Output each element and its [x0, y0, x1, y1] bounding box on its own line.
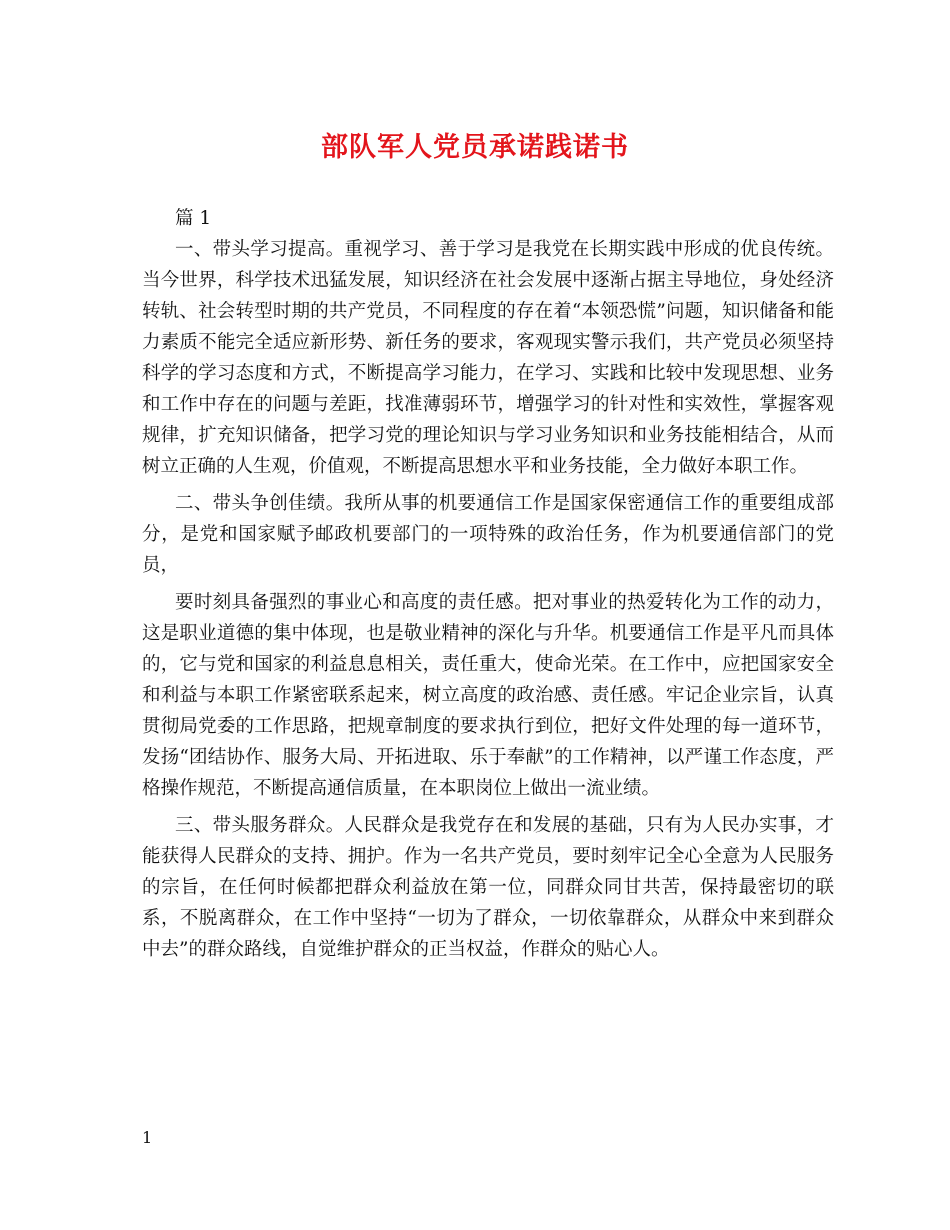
- paragraph-responsibility: 要时刻具备强烈的事业心和高度的责任感。把对事业的热爱转化为工作的动力，这是职业道德的集中体现，也是敬业精神的深化与升华。机要通信工作是平凡而具体的，它与党和国家的利益息息相关，责任重大，使命光荣。在工作中，应把国家安全和利益与本职工作紧密联系起来，树立高度的政治感、责任感。牢记企业宗旨，认真贯彻局党委的工作思路，把规章制度的要求执行到位，把好文件处理的每一道环节，发扬“团结协作、服务大局、开拓进取、乐于奉献”的工作精神，以严谨工作态度，严格操作规范，不断提高通信质量，在本职岗位上做出一流业绩。: [142, 592, 834, 799]
- paragraph-study: 一、带头学习提高。重视学习、善于学习是我党在长期实践中形成的优良传统。当今世界，科学技术迅猛发展，知识经济在社会发展中逐渐占据主导地位，身处经济转轨、社会转型时期的共产党员，不同程度的存在着“本领恐慌”问题，知识储备和能力素质不能完全适应新形势、新任务的要求，客观现实警示我们，共产党员必须坚持科学的学习态度和方式，不断提高学习能力，在学习、实践和比较中发现思想、业务和工作中存在的问题与差距，找准薄弱环节，增强学习的针对性和实效性，掌握客观规律，扩充知识储备，把学习党的理论知识与学习业务知识和业务技能相结合，从而树立正确的人生观，价值观，不断提高思想水平和业务技能，全力做好本职工作。: [142, 239, 834, 477]
- paragraph-serve-masses: 三、带头服务群众。人民群众是我党存在和发展的基础，只有为人民办实事，才能获得人民群众的支持、拥护。作为一名共产党员，要时刻牢记全心全意为人民服务的宗旨，在任何时候都把群众利益放在第一位，同群众同甘共苦，保持最密切的联系，不脱离群众，在工作中坚持“一切为了群众，一切依靠群众，从群众中来到群众中去”的群众路线，自觉维护群众的正当权益，作群众的贴心人。: [142, 815, 834, 960]
- document-body: [142, 203, 834, 965]
- page-number: 1: [142, 1128, 153, 1147]
- section-label: 篇 1: [175, 208, 212, 229]
- paragraph-achievement: 二、带头争创佳绩。我所从事的机要通信工作是国家保密通信工作的重要组成部分，是党和国家赋予邮政机要部门的一项特殊的政治任务，作为机要通信部门的党员，: [142, 493, 834, 576]
- document-title: 部队军人党员承诺践诺书: [321, 132, 629, 163]
